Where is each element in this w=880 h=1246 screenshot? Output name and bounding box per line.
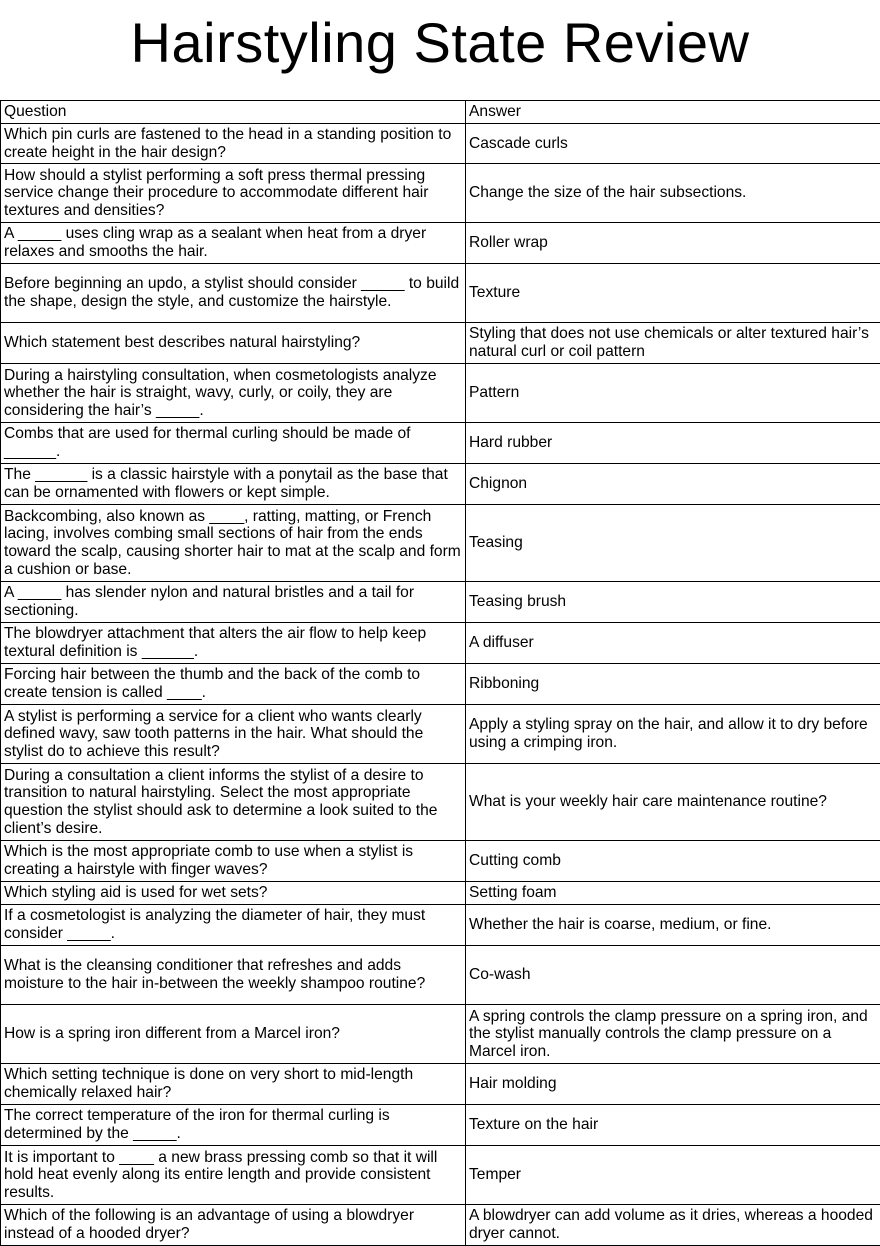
answer-cell: Teasing brush <box>466 582 880 623</box>
question-cell: What is the cleansing conditioner that refreshes and adds moisture to the hair in-between the weekly shampoo routine? <box>1 946 466 1005</box>
question-cell: During a consultation a client informs the stylist of a desire to transition to natural hairstyling. Select the most appropriate question the stylist should ask to determine a look suited to the client’s desire. <box>1 764 466 841</box>
question-cell: Forcing hair between the thumb and the back of the comb to create tension is called ____. <box>1 664 466 705</box>
review-table <box>0 100 880 1246</box>
table-row <box>1 623 880 664</box>
question-cell: Before beginning an updo, a stylist should consider _____ to build the shape, design the style, and customize the hairstyle. <box>1 264 466 323</box>
answer-cell: Chignon <box>466 464 880 505</box>
answer-cell: Cutting comb <box>466 841 880 882</box>
table-row <box>1 1146 880 1205</box>
table-row <box>1 664 880 705</box>
answer-column-header: Answer <box>466 101 880 124</box>
question-cell: Backcombing, also known as ____, ratting, matting, or French lacing, involves combing small sections of hair from the ends toward the scalp, causing shorter hair to mat at the scalp and form a cushion or base. <box>1 505 466 582</box>
question-cell: Which of the following is an advantage of using a blowdryer instead of a hooded dryer? <box>1 1205 466 1246</box>
answer-cell: Apply a styling spray on the hair, and allow it to dry before using a crimping iron. <box>466 705 880 764</box>
question-cell: A stylist is performing a service for a client who wants clearly defined wavy, saw tooth patterns in the hair. What should the stylist do to achieve this result? <box>1 705 466 764</box>
question-cell: If a cosmetologist is analyzing the diameter of hair, they must consider _____. <box>1 905 466 946</box>
answer-cell: Cascade curls <box>466 124 880 164</box>
question-cell: Which setting technique is done on very short to mid-length chemically relaxed hair? <box>1 1064 466 1105</box>
question-cell: The blowdryer attachment that alters the air flow to help keep textural definition is ______. <box>1 623 466 664</box>
question-cell: How is a spring iron different from a Marcel iron? <box>1 1005 466 1064</box>
answer-cell: A spring controls the clamp pressure on a spring iron, and the stylist manually controls the clamp pressure on a Marcel iron. <box>466 1005 880 1064</box>
table-row <box>1 705 880 764</box>
question-cell: A _____ uses cling wrap as a sealant when heat from a dryer relaxes and smooths the hair. <box>1 223 466 264</box>
answer-cell: Texture on the hair <box>466 1105 880 1146</box>
table-row <box>1 1205 880 1246</box>
table-row <box>1 464 880 505</box>
table-row <box>1 323 880 364</box>
question-cell: During a hairstyling consultation, when cosmetologists analyze whether the hair is straight, wavy, curly, or coily, they are considering the hair’s _____. <box>1 364 466 423</box>
answer-cell: Texture <box>466 264 880 323</box>
question-cell: The correct temperature of the iron for thermal curling is determined by the _____. <box>1 1105 466 1146</box>
answer-cell: A diffuser <box>466 623 880 664</box>
page-title: Hairstyling State Review <box>0 8 880 88</box>
table-row <box>1 1064 880 1105</box>
answer-cell: Setting foam <box>466 882 880 905</box>
question-cell: It is important to ____ a new brass pressing comb so that it will hold heat evenly along its entire length and provide consistent results. <box>1 1146 466 1205</box>
answer-cell: Change the size of the hair subsections. <box>466 164 880 223</box>
answer-cell: What is your weekly hair care maintenance routine? <box>466 764 880 841</box>
answer-cell: Co-wash <box>466 946 880 1005</box>
table-row <box>1 1105 880 1146</box>
question-cell: A _____ has slender nylon and natural bristles and a tail for sectioning. <box>1 582 466 623</box>
table-header-row <box>1 101 880 124</box>
answer-cell: Ribboning <box>466 664 880 705</box>
answer-cell: Teasing <box>466 505 880 582</box>
table-row <box>1 1005 880 1064</box>
answer-cell: Hard rubber <box>466 423 880 464</box>
table-row <box>1 364 880 423</box>
answer-cell: Temper <box>466 1146 880 1205</box>
table-row <box>1 264 880 323</box>
table-row <box>1 223 880 264</box>
table-row <box>1 905 880 946</box>
answer-cell: Hair molding <box>466 1064 880 1105</box>
question-cell: Which styling aid is used for wet sets? <box>1 882 466 905</box>
table-row <box>1 841 880 882</box>
question-cell: How should a stylist performing a soft press thermal pressing service change their procedure to accommodate different hair textures and densities? <box>1 164 466 223</box>
question-column-header: Question <box>1 101 466 124</box>
table-row <box>1 124 880 164</box>
question-cell: Which is the most appropriate comb to use when a stylist is creating a hairstyle with finger waves? <box>1 841 466 882</box>
question-cell: Which pin curls are fastened to the head in a standing position to create height in the hair design? <box>1 124 466 164</box>
answer-cell: Pattern <box>466 364 880 423</box>
table-row <box>1 164 880 223</box>
table-row <box>1 764 880 841</box>
table-row <box>1 946 880 1005</box>
answer-cell: Whether the hair is coarse, medium, or fine. <box>466 905 880 946</box>
table-row <box>1 882 880 905</box>
question-cell: The ______ is a classic hairstyle with a ponytail as the base that can be ornamented with flowers or kept simple. <box>1 464 466 505</box>
table-row <box>1 505 880 582</box>
question-cell: Combs that are used for thermal curling should be made of ______. <box>1 423 466 464</box>
table-row <box>1 582 880 623</box>
question-cell: Which statement best describes natural hairstyling? <box>1 323 466 364</box>
table-row <box>1 423 880 464</box>
answer-cell: Styling that does not use chemicals or alter textured hair’s natural curl or coil pattern <box>466 323 880 364</box>
answer-cell: A blowdryer can add volume as it dries, whereas a hooded dryer cannot. <box>466 1205 880 1246</box>
answer-cell: Roller wrap <box>466 223 880 264</box>
